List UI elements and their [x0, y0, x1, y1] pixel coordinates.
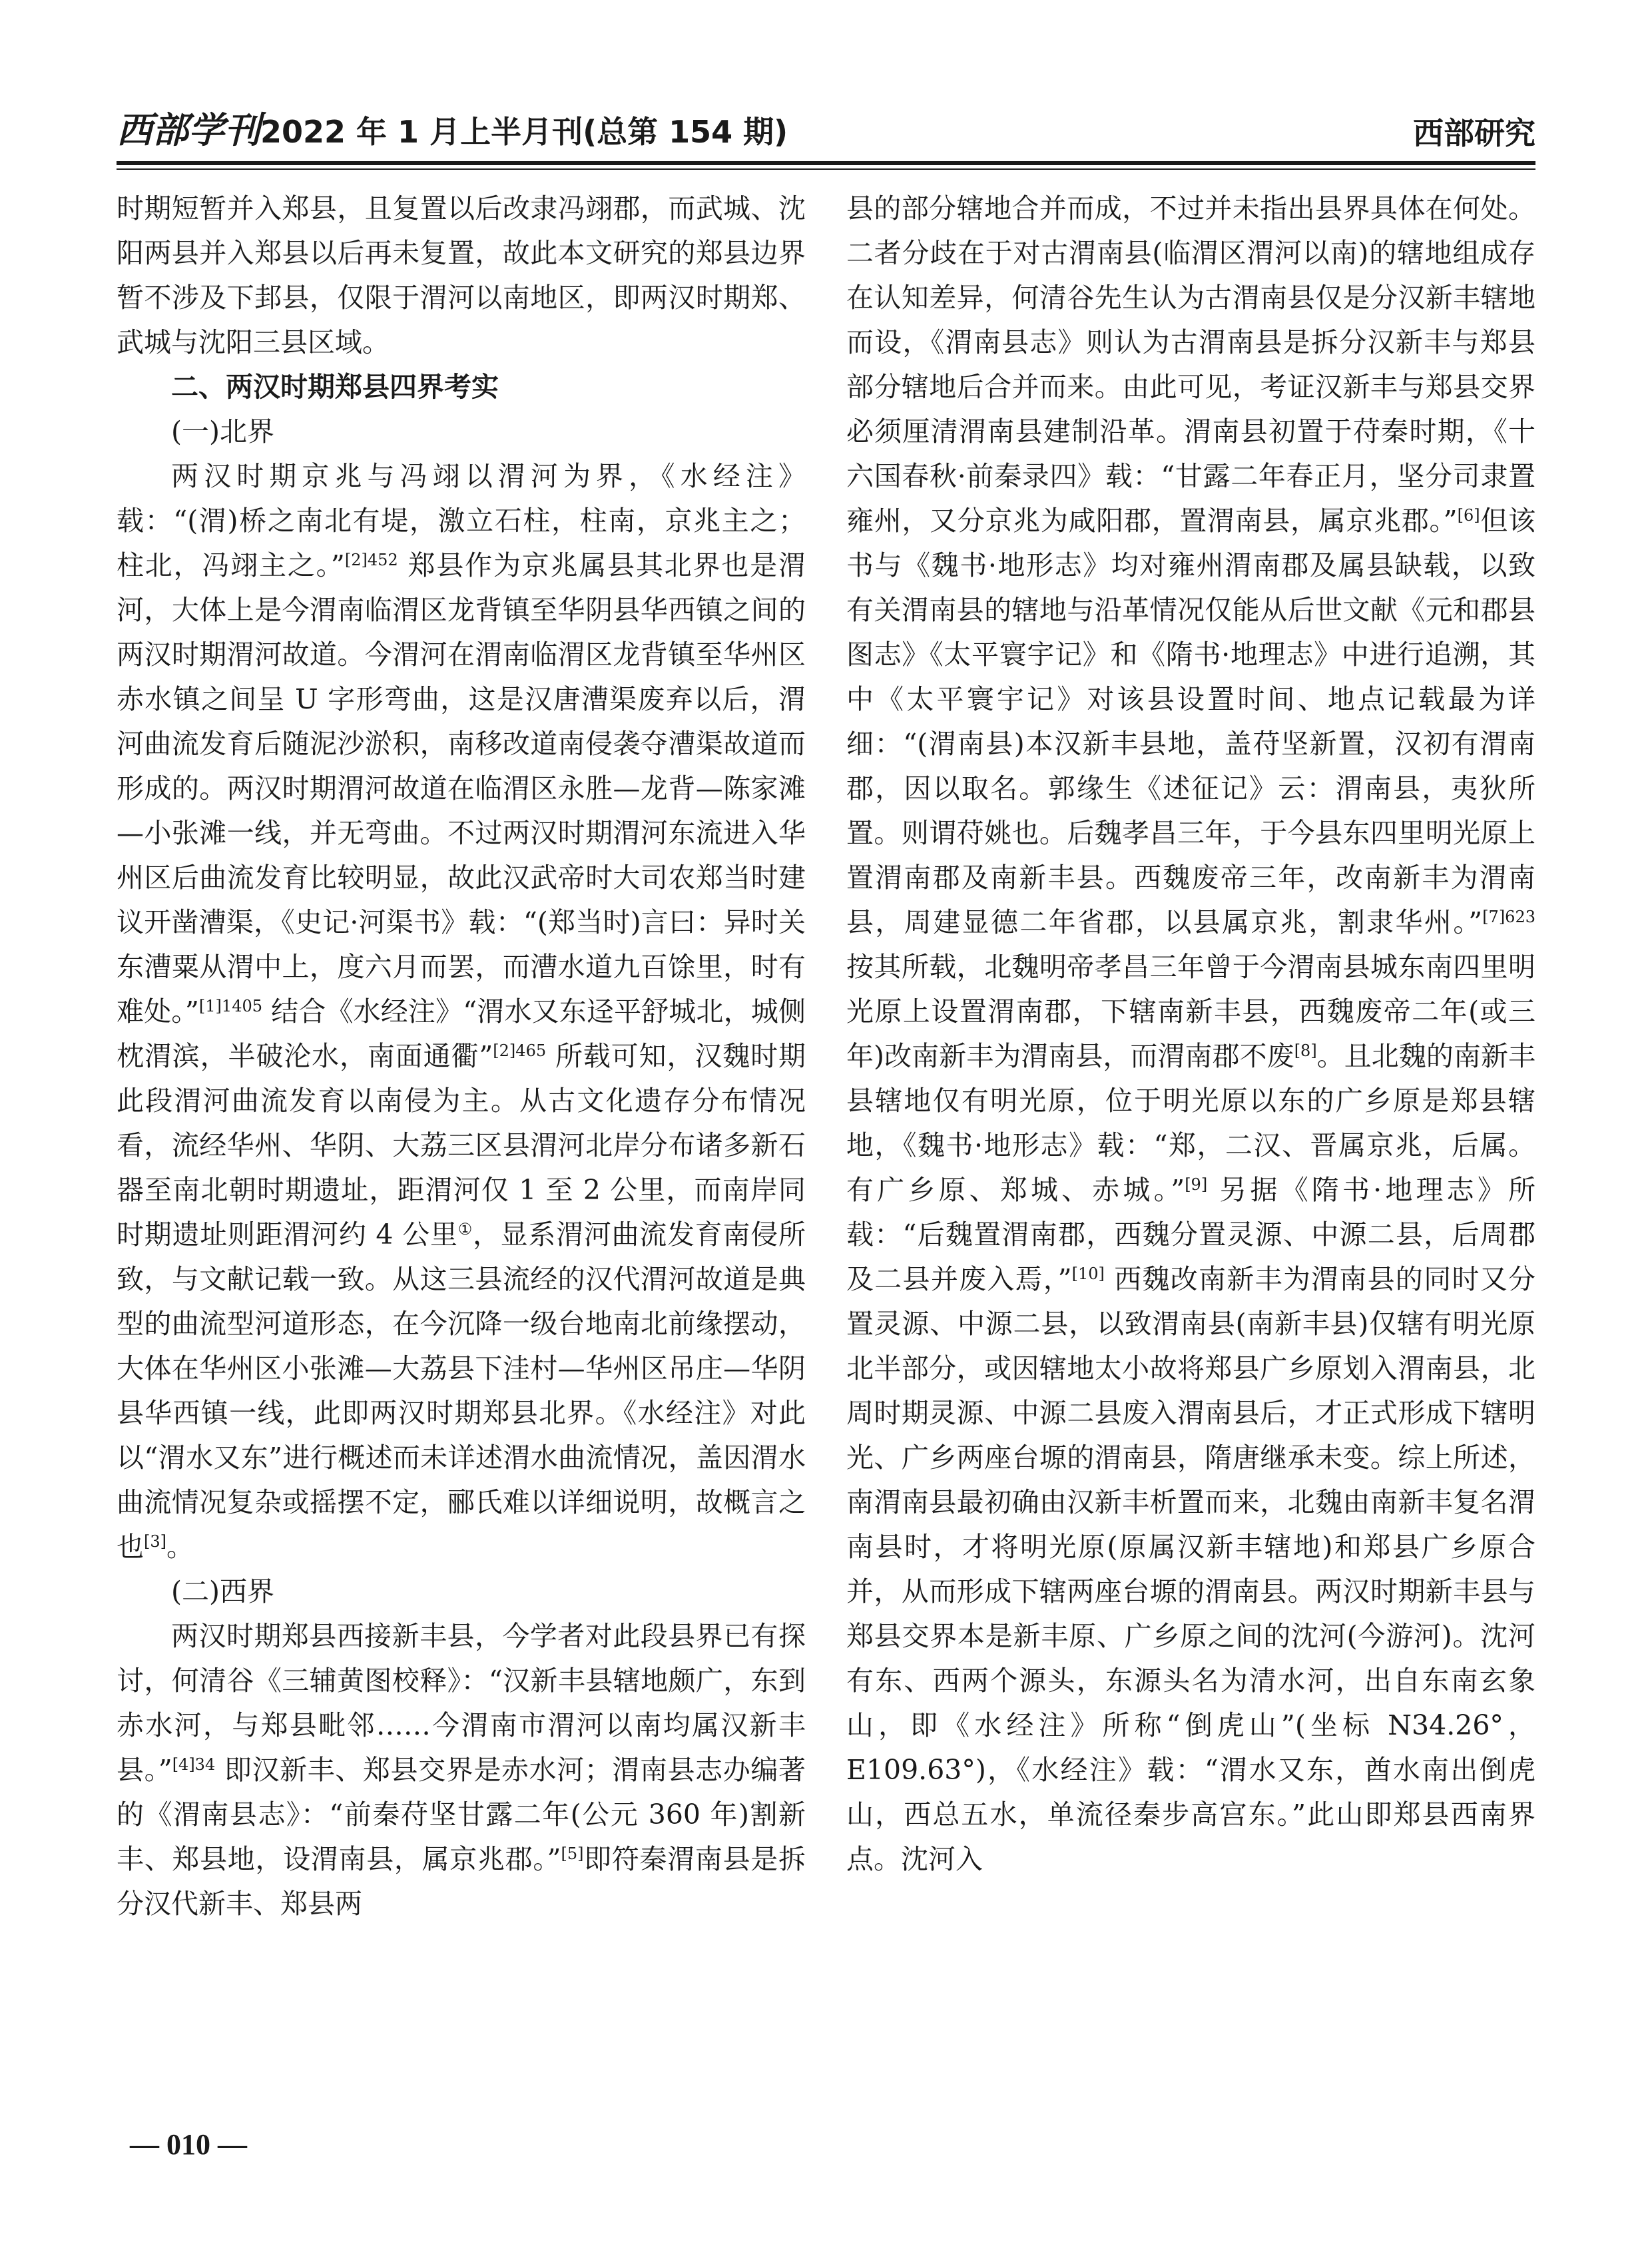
page-number: — 010 —	[130, 2128, 247, 2161]
header-rule	[117, 161, 1535, 165]
paragraph-continued: 时期短暂并入郑县，且复置以后改隶冯翊郡，而武城、沈阳两县并入郑县以后再未复置，故此本文研究的郑县边界暂不涉及下邽县，仅限于渭河以南地区，即两汉时期郑、武城与沈阳三县区域。	[117, 192, 806, 358]
journal-logo: 西部学刊	[117, 109, 260, 151]
section-name: 西部研究	[1413, 115, 1535, 151]
citation: [9]	[1185, 1175, 1208, 1194]
citation: [10]	[1071, 1264, 1105, 1283]
journal-issue-line	[117, 102, 788, 153]
citation: [6]	[1457, 506, 1480, 525]
citation: [2]452	[344, 551, 398, 569]
paragraph-north-border: 两汉时期京兆与冯翊以渭河为界，《水经注》载：“(渭)桥之南北有堤，激立石柱，柱南，京兆主之；柱北，冯翊主之。”$^{[2]452}$ 郑县作为京兆属县其北界也是渭河，大体上是今渭南临渭区龙背镇至华阴县华西镇之间的两汉时期渭河故道。今渭河在渭南临渭区龙背镇至华州区赤水镇之间呈 U 字形弯曲，这是汉唐漕渠废弃以后，渭河曲流发育后随泥沙淤积，南移改道南侵袭夺漕渠故道而形成的。两汉时期渭河故道在临渭区永胜—龙背—陈家滩—小张滩一线，并无弯曲。不过两汉时期渭河东流进入华州区后曲流发育比较明显，故此汉武帝时大司农郑当时建议开凿漕渠，《史记·河渠书》载：“(郑当时)言曰：异时关东漕粟从渭中上，度六月而罢，而漕水道九百馀里，时有难处。”$^{[1]1405}$ 结合《水经注》“渭水又东迳平舒城北，城侧枕渭滨，半破沦水，南面通衢”$^{[2]465}$ 所载可知，汉魏时期此段渭河曲流发育以南侵为主。从古文化遗存分布情况看，流经华州、华阴、大荔三区县渭河北岸分布诸多新石器至南北朝时期遗址，距渭河仅 1 至 2 公里，而南岸同时期遗址则距渭河约 4 公里①，显系渭河曲流发育南侵所致，与文献记载一致。从这三县流经的汉代渭河故道是典型的曲流型河道形态，在今沉降一级台地南北前缘摆动，大体在华州区小张滩—大荔县下洼村—华州区吊庄—华阴县华西镇一线，此即两汉时期郑县北界。《水经注》对此以“渭水又东”进行概述而未详述渭水曲流情况，盖因渭水曲流情况复杂或摇摆不定，郦氏难以详细说明，故概言之也[3]。	[117, 460, 806, 1563]
citation: [8]	[1294, 1041, 1317, 1060]
running-header	[117, 108, 1535, 161]
citation: [1]1405	[198, 997, 262, 1015]
right-column	[846, 186, 1535, 1882]
citation: [3]	[144, 1532, 166, 1551]
subsection-heading-west: (二)西界	[171, 1575, 274, 1607]
paragraph-west-border: 两汉时期郑县西接新丰县，今学者对此段县界已有探讨，何清谷《三辅黄图校释》：“汉新丰县辖地颇广，东到赤水河，与郑县毗邻……今渭南市渭河以南均属汉新丰县。”$^{[4]34}$ 即汉新丰、郑县交界是赤水河；渭南县志办编著的《渭南县志》：“前秦苻坚甘露二年(公元 360 年)割新丰、郑县地，设渭南县，属京兆郡。”[5]即符秦渭南县是拆分汉代新丰、郑县两	[117, 1620, 806, 1920]
paragraph-west-border-continued: 县的部分辖地合并而成，不过并未指出县界具体在何处。二者分歧在于对古渭南县(临渭区渭河以南)的辖地组成存在认知差异，何清谷先生认为古渭南县仅是分汉新丰辖地而设，《渭南县志》则认为古渭南县是拆分汉新丰与郑县部分辖地后合并而来。由此可见，考证汉新丰与郑县交界必须厘清渭南县建制沿革。渭南县初置于苻秦时期，《十六国春秋·前秦录四》载：“甘露二年春正月，坚分司隶置雍州，又分京兆为咸阳郡，置渭南县，属京兆郡。”[6]但该书与《魏书·地形志》均对雍州渭南郡及属县缺载，以致有关渭南县的辖地与沿革情况仅能从后世文献《元和郡县图志》《太平寰宇记》和《隋书·地理志》中进行追溯，其中《太平寰宇记》对该县设置时间、地点记载最为详细：“(渭南县)本汉新丰县地，盖苻坚新置，汉初有渭南郡，因以取名。郭缘生《述征记》云：渭南县，夷狄所置。则谓苻姚也。后魏孝昌三年，于今县东四里明光原上置渭南郡及南新丰县。西魏废帝三年，改南新丰为渭南县，周建显德二年省郡，以县属京兆，割隶华州。”$^{[7]623}$ 按其所载，北魏明帝孝昌三年曾于今渭南县城东南四里明光原上设置渭南郡，下辖南新丰县，西魏废帝二年(或三年)改南新丰为渭南县，而渭南郡不废[8]。且北魏的南新丰县辖地仅有明光原，位于明光原以东的广乡原是郑县辖地，《魏书·地形志》载：“郑，二汉、晋属京兆，后属。有广乡原、郑城、赤城。”[9] 另据《隋书·地理志》所载：“后魏置渭南郡，西魏分置灵源、中源二县，后周郡及二县并废入焉，”[10] 西魏改南新丰为渭南县的同时又分置灵源、中源二县，以致渭南县(南新丰县)仅辖有明光原北半部分，或因辖地太小故将郑县广乡原划入渭南县，北周时期灵源、中源二县废入渭南县后，才正式形成下辖明光、广乡两座台塬的渭南县，隋唐继承未变。综上所述，南渭南县最初确由汉新丰析置而来，北魏由南新丰复名渭南县时，才将明光原(原属汉新丰辖地)和郑县广乡原合并，从而形成下辖两座台塬的渭南县。两汉时期新丰县与郑县交界本是新丰原、广乡原之间的沈河(今游河)。沈河有东、西两个源头，东源头名为清水河，出自东南玄象山，即《水经注》所称“倒虎山”(坐标 N34.26°，E109.63°)，《水经注》载：“渭水又东，酋水南出倒虎山，西总五水，单流径秦步高宫东。”此山即郑县西南界点。沈河入	[846, 192, 1536, 1875]
issue-info: 2022 年 1 月上半月刊(总第 154 期)	[260, 114, 788, 150]
header-rule-thin	[117, 168, 1535, 170]
footnote-marker: ①	[457, 1220, 473, 1239]
subsection-heading-north: (一)北界	[171, 416, 274, 447]
citation: [7]623	[1482, 908, 1535, 926]
section-heading: 二、两汉时期郑县四界考实	[171, 371, 499, 403]
citation: [2]465	[493, 1041, 547, 1060]
citation: [5]	[561, 1844, 584, 1863]
citation: [4]34	[172, 1755, 216, 1774]
left-column	[117, 186, 806, 1926]
